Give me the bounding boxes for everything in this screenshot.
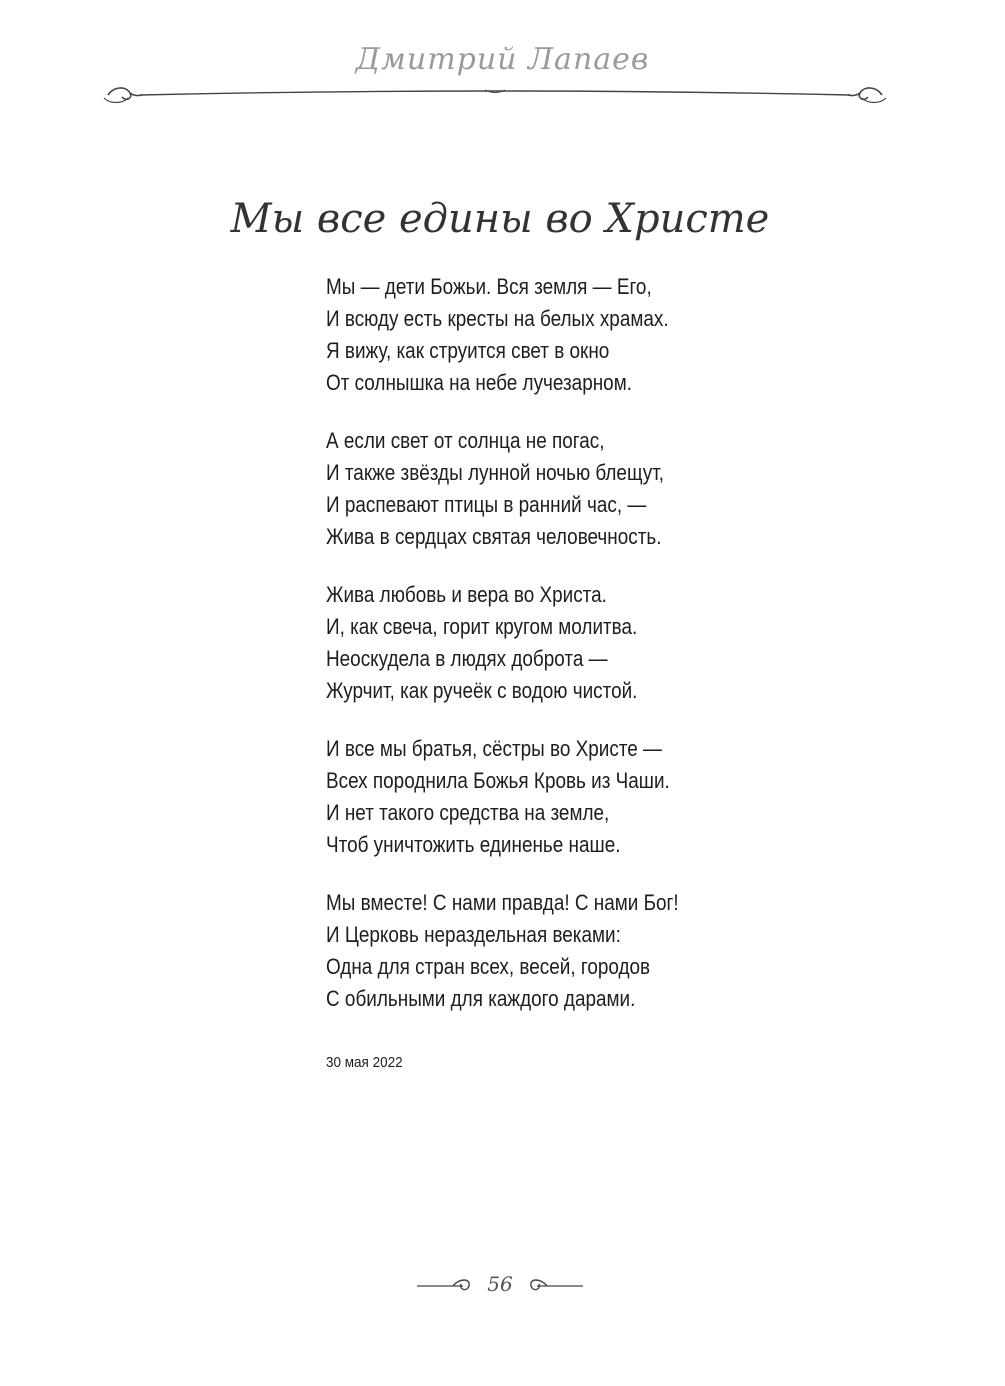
- poem-line: И, как свеча, горит кругом молитва.: [326, 614, 638, 639]
- poem-line: И нет такого средства на земле,: [326, 800, 610, 825]
- poem-title: Мы все едины во Христе: [230, 196, 770, 242]
- poem-line: Журчит, как ручеёк с водою чистой.: [326, 678, 638, 703]
- poem-line: И распевают птицы в ранний час, —: [326, 492, 647, 517]
- stanza: [326, 887, 886, 1015]
- poem-line: Жива любовь и вера во Христа.: [326, 582, 607, 607]
- poem-line: Мы вместе! С нами правда! С нами Бог!: [326, 890, 679, 915]
- stanza: [326, 579, 886, 707]
- stanza: [326, 425, 886, 553]
- poem-line: Неоскудела в людях доброта —: [326, 646, 608, 671]
- poem-line: От солнышка на небе лучезарном.: [326, 370, 632, 395]
- poem-line: И также звёзды лунной ночью блещут,: [326, 460, 665, 485]
- poem-line: Всех породнила Божья Кровь из Чаши.: [326, 768, 670, 793]
- poem-line: С обильными для каждого дарами.: [326, 986, 636, 1011]
- poem-line: Жива в сердцах святая человечность.: [326, 524, 662, 549]
- poem-line: Одна для стран всех, весей, городов: [326, 954, 651, 979]
- poem-line: А если свет от солнца не погас,: [326, 428, 605, 453]
- poem-line: И Церковь нераздельная веками:: [326, 922, 621, 947]
- poem-line: И все мы братья, сёстры во Христе —: [326, 736, 662, 761]
- poem-body: [326, 271, 886, 1041]
- header-divider-ornament: [100, 82, 890, 108]
- stanza: [326, 733, 886, 861]
- running-header-author: Дмитрий Лапаев: [355, 42, 650, 77]
- poem-line: Чтоб уничтожить единенье наше.: [326, 832, 621, 857]
- poem-line: Я вижу, как струится свет в окно: [326, 338, 610, 363]
- poem-date: 30 мая 2022: [326, 1054, 403, 1071]
- stanza: [326, 271, 886, 399]
- poem-line: Мы — дети Божьи. Вся земля — Его,: [326, 274, 652, 299]
- poem-line: И всюду есть кресты на белых храмах.: [326, 306, 669, 331]
- page-number: 56: [487, 1272, 513, 1296]
